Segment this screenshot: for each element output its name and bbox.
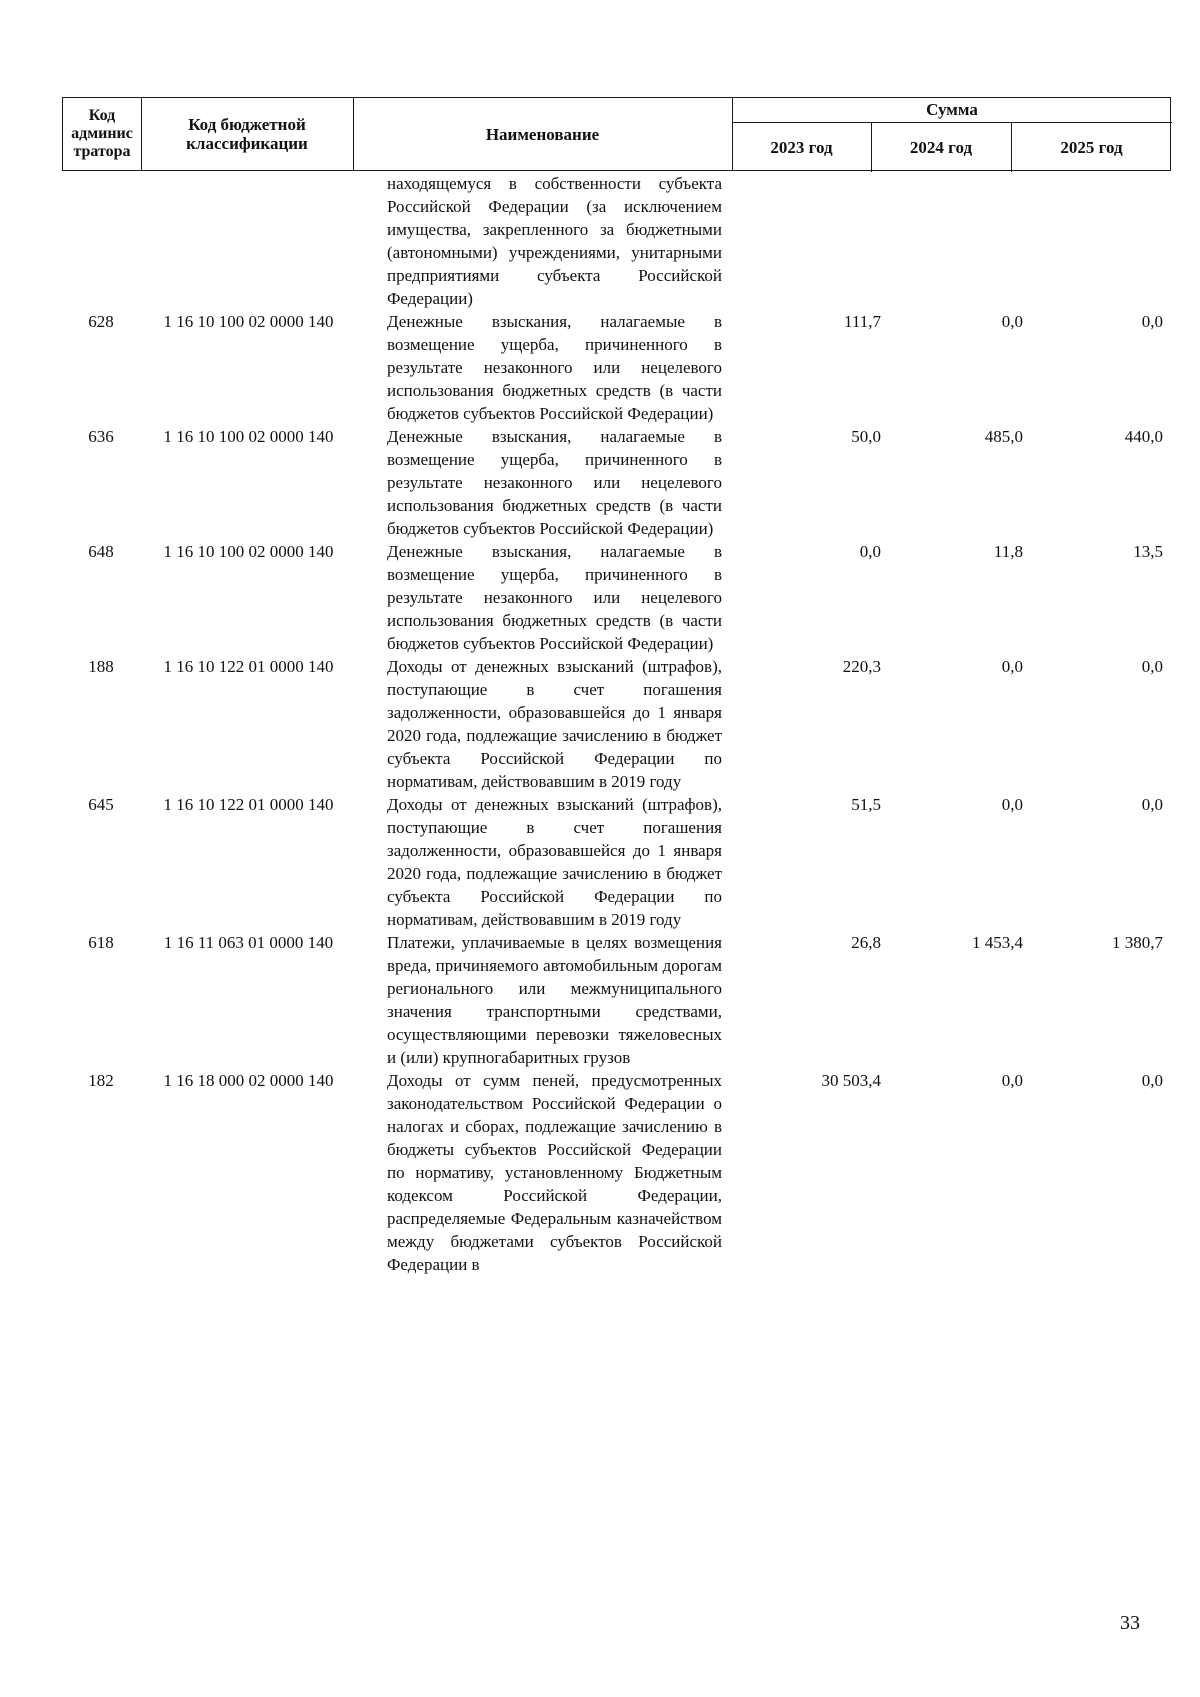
cell-admin: 618 [88,933,114,952]
cell-name: Денежные взыскания, налагаемые в возмещение ущерба, причиненного в результате незаконного или нецелевого использования бюджетных средств (в части бюджетов субъектов Российской Федерации) [387,427,722,538]
cell-2025: 13,5 [1133,542,1163,561]
cell-2023: 30 503,4 [821,1071,881,1090]
table-row [62,931,1171,1069]
cell-kbk: 1 16 10 122 01 0000 140 [163,795,334,814]
cell-kbk: 1 16 10 100 02 0000 140 [163,312,334,331]
cell-admin: 182 [88,1071,114,1090]
header-kbk: Код бюджетной классификации [186,115,308,153]
cell-2023: 26,8 [851,933,881,952]
table-row-continuation [62,172,1171,310]
cell-admin: 648 [88,542,114,561]
cell-2023: 220,3 [842,657,881,676]
page-number: 33 [1120,1612,1140,1634]
cell-kbk: 1 16 10 122 01 0000 140 [163,657,334,676]
table-row [62,1069,1171,1276]
header-year-2025: 2025 год [1060,137,1123,157]
cell-2025: 0,0 [1141,312,1163,331]
cell-name: Денежные взыскания, налагаемые в возмещение ущерба, причиненного в результате незаконного или нецелевого использования бюджетных средств (в части бюджетов субъектов Российской Федерации) [387,312,722,423]
cell-admin: 645 [88,795,114,814]
table-body [62,172,1171,1276]
header-year-2023: 2023 год [770,137,833,157]
cell-name: Денежные взыскания, налагаемые в возмещение ущерба, причиненного в результате незаконного или нецелевого использования бюджетных средств (в части бюджетов субъектов Российской Федерации) [387,542,722,653]
table-row [62,310,1171,425]
cell-2023: 51,5 [851,795,881,814]
cell-kbk: 1 16 10 100 02 0000 140 [163,427,334,446]
cell-admin: 636 [88,427,114,446]
cell-kbk: 1 16 10 100 02 0000 140 [163,542,334,561]
cell-2025: 440,0 [1124,427,1163,446]
cell-2024: 1 453,4 [972,933,1023,952]
cell-2024: 0,0 [1001,1071,1023,1090]
table-row [62,793,1171,931]
cell-2025: 0,0 [1141,1071,1163,1090]
header-admin-code: Код админис тратора [71,107,133,160]
table-row [62,425,1171,540]
cell-2023: 111,7 [844,312,881,331]
cell-2024: 11,8 [993,542,1023,561]
cell-2025: 0,0 [1141,795,1163,814]
cell-name: Доходы от сумм пеней, предусмотренных законодательством Российской Федерации о налогах и сборах, подлежащие зачислению в бюджеты субъектов Российской Федерации по нормативу, установленному Бюджетным кодексом Российской Федерации, распределяемые Федеральным казначейством между бюджетами субъектов Российской Федерации в [387,1071,722,1274]
header-year-2024: 2024 год [909,137,973,157]
cell-2023: 50,0 [851,427,881,446]
cell-admin: 188 [88,657,114,676]
cell-2023: 0,0 [859,542,881,561]
cell-kbk: 1 16 18 000 02 0000 140 [163,1071,334,1090]
cell-2025: 0,0 [1141,657,1163,676]
header-sum: Сумма [732,98,1172,123]
cell-admin: 628 [88,312,114,331]
cell-name: Платежи, уплачиваемые в целях возмещения вреда, причиняемого автомобильным дорогам регионального или межмуниципального значения транспортными средствами, осуществляющими перевозки тяжеловесных и (или) крупногабаритных грузов [387,933,722,1067]
cell-2024: 0,0 [1001,657,1023,676]
header-name: Наименование [485,124,600,144]
table-row [62,540,1171,655]
cell-2024: 0,0 [1001,312,1023,331]
cell-2025: 1 380,7 [1112,933,1163,952]
table-row [62,655,1171,793]
cell-name: Доходы от денежных взысканий (штрафов), поступающие в счет погашения задолженности, образовавшейся до 1 января 2020 года, подлежащие зачислению в бюджет субъекта Российской Федерации по нормативам, действовавшим в 2019 году [387,795,722,929]
cell-2024: 0,0 [1001,795,1023,814]
cell-name: находящемуся в собственности субъекта Российской Федерации (за исключением имущества, закрепленного за бюджетными (автономными) учреждениями, унитарными предприятиями субъекта Российской Федерации) [387,174,722,308]
cell-kbk: 1 16 11 063 01 0000 140 [163,933,334,952]
cell-2024: 485,0 [984,427,1023,446]
cell-name: Доходы от денежных взысканий (штрафов), поступающие в счет погашения задолженности, образовавшейся до 1 января 2020 года, подлежащие зачислению в бюджет субъекта Российской Федерации по нормативам, действовавшим в 2019 году [387,657,722,791]
table-header [62,97,1171,171]
